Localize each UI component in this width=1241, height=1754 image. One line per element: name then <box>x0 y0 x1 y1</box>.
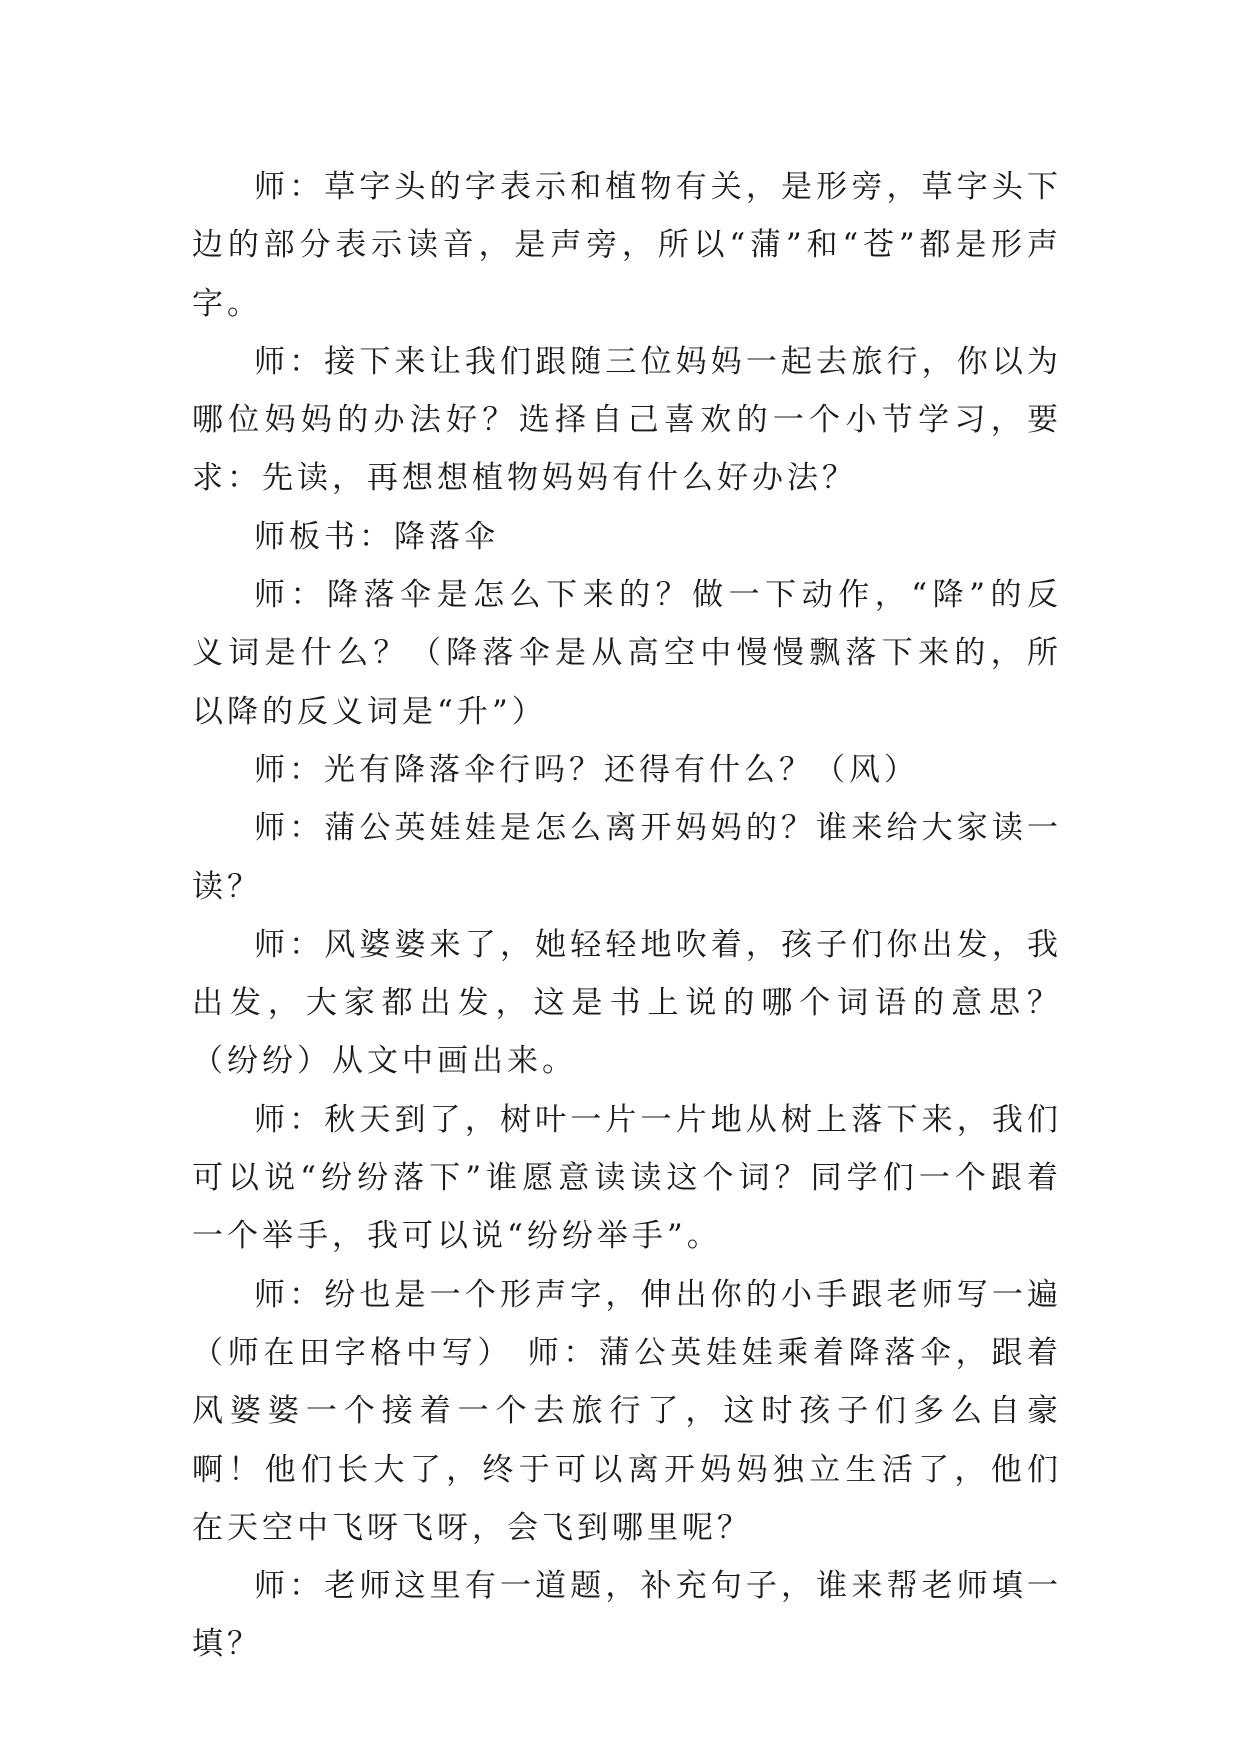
paragraph-5: 师：光有降落伞行吗？还得有什么？（风） <box>254 751 919 788</box>
paragraph-1: 师：草字头的字表示和植物有关，是形旁，草字头下边的部分表示读音，是声旁，所以“蒲”和“苍”都是形声字。 <box>192 169 1062 322</box>
paragraph-2: 师：接下来让我们跟随三位妈妈一起去旅行，你以为哪位妈妈的办法好？选择自己喜欢的一个小节学习，要求：先读，再想想植物妈妈有什么好办法？ <box>192 343 1062 497</box>
paragraph-6: 师：蒲公英娃娃是怎么离开妈妈的？谁来给大家读一读？ <box>192 810 1062 905</box>
paragraph-7: 师：风婆婆来了，她轻轻地吹着，孩子们你出发，我出发，大家都出发，这是书上说的哪个词语的意思？（纷纷）从文中画出来。 <box>192 926 1062 1080</box>
document-body <box>192 158 1062 1674</box>
paragraph-10: 师：老师这里有一道题，补充句子，谁来帮老师填一填？ <box>192 1568 1062 1663</box>
paragraph-3: 师板书：降落伞 <box>254 518 499 555</box>
paragraph-4: 师：降落伞是怎么下来的？做一下动作，“降”的反义词是什么？（降落伞是从高空中慢慢飘落下来的，所以降的反义词是“升”） <box>192 577 1062 730</box>
paragraph-9: 师：纷也是一个形声字，伸出你的小手跟老师写一遍（师在田字格中写） 师：蒲公英娃娃乘着降落伞，跟着风婆婆一个接着一个去旅行了，这时孩子们多么自豪啊！他们长大了，终于可以离开妈妈独立生活了，他们在天空中飞呀飞呀，会飞到哪里呢？ <box>192 1276 1062 1546</box>
paragraph-8: 师：秋天到了，树叶一片一片地从树上落下来，我们可以说“纷纷落下”谁愿意读读这个词？同学们一个跟着一个举手，我可以说“纷纷举手”。 <box>192 1101 1062 1255</box>
